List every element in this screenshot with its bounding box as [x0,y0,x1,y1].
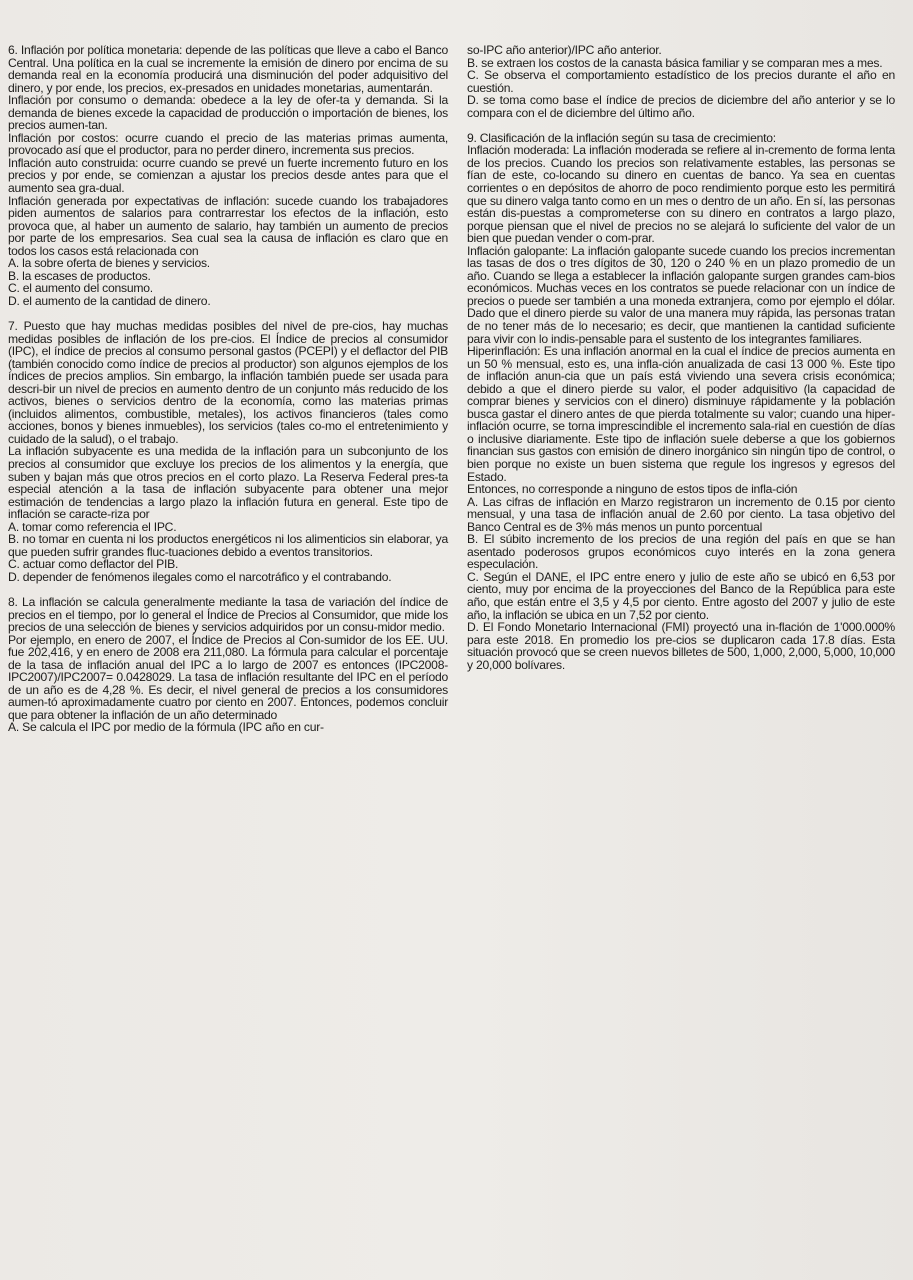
question-9-option-d: D. El Fondo Monetario Internacional (FMI) proyectó una in-flación de 1'000.000% para este 2018. En promedio los pre-cios se duplicaron cada 17.8 días. Esta situación provocó que se creen nuevos billetes de 500, 1,000, 2,000, 5,000, 10,000 y 20,000 bolívares. [467,620,895,672]
question-7-core-inflation: La inflación subyacente es una medida de la inflación para un subconjunto de los precios al consumidor que excluye los precios de los alimentos y la energía, que suben y bajan más que otros precios en el corto plazo. La Reserva Federal pres-ta especial atención a la tasa de inflación subyacente para obtener una mejor estimación de tendencias a largo plazo la inflación futura en general. Este tipo de inflación se caracte-riza por [8,444,448,522]
question-8-example: Por ejemplo, en enero de 2007, el Índice de Precios al Con-sumidor de los EE. UU. fue 202,416, y en enero de 2008 era 211,080. La fórmula para calcular el porcentaje de la tasa de inflación anual del IPC a lo largo de 2007 es entonces (IPC2008-IPC2007)/IPC2007= 0.0428029. La tasa de inflación resultante del IPC en el período de un año es de 4,28 %. Es decir, el nivel general de precios a los consumidores aumen-tó aproximadamente cuatro por ciento en 2007. Entonces, podemos concluir que para obtener la inflación de un año determinado [8,632,448,722]
question-8-option-a-continued: so-IPC año anterior)/IPC año anterior. [467,43,662,57]
question-7-option-c: C. actuar como deflactor del PIB. [8,557,179,572]
question-9-option-b: B. El súbito incremento de los precios de una región del país en que se han asentado poderosos grupos económicos cuyo interés en la zona genera especulación. [467,532,895,572]
question-7-option-a: A. tomar como referencia el IPC. [8,519,177,534]
question-8-intro: 8. La inflación se calcula generalmente mediante la tasa de variación del índice de precios en el tiempo, por lo general el Índice de Precios al Consumidor, que mide los precios de una selección de bienes y servicios adquiridos por un consu-midor medio. [8,594,448,635]
question-6-expectations-inflation: Inflación generada por expectativas de inflación: sucede cuando los trabajadores piden aumentos de salarios para contrarrestar los efectos de la inflación, esto provoca que, al haber un aumento de salario, hay también un aumento de precios por parte de los empresarios. Sea cual sea la causa de inflación es claro que en todos los casos está relacionada con [8,193,448,258]
question-6-consumption-inflation: Inflación por consumo o demanda: obedece a la ley de ofer-ta y demanda. Si la demanda de bienes excede la capacidad de producción o importación de bienes, los precios aumen-tan. [8,93,448,133]
question-9-option-a: A. Las cifras de inflación en Marzo registraron un incremento de 0.15 por ciento mensual, y una tasa de inflación anual de 2.60 por ciento. La tasa objetivo del Banco Central es de 3% más menos un punto porcentual [467,494,895,534]
question-6-option-b: B. la escases de productos. [8,268,151,283]
right-column [467,44,895,671]
question-8-option-b: B. se extraen los costos de la canasta básica familiar y se comparan mes a mes. [467,55,883,70]
question-9-hyperinflation: Hiperinflación: Es una inflación anormal en la cual el índice de precios aumenta en un 50 % mensual, esto es, una infla-ción anualizada de casi 13 000 %. Este tipo de inflación anun-cia que un país está viviendo una severa crisis económica; debido a que el dinero pierde su valor, el poder adquisitivo (la capacidad de comprar bienes y servicios con el dinero) disminuye rápidamente y la población busca gastar el dinero antes de que pierda totalmente su valor; cuando una hiper-inflación ocurre, se torna imprescindible el incremento sala-rial en cuestión de días o inclusive diariamente. Este tipo de inflación suele deberse a que los gobiernos financian sus gastos con emisión de dinero inorgánico sin ningún tipo de control, o bien porque no existe un buen sistema que regule los ingresos y egresos del Estado. [467,344,895,484]
question-6-option-a: A. la sobre oferta de bienes y servicios. [8,256,210,271]
left-column [8,44,448,734]
question-7-option-b: B. no tomar en cuenta ni los productos energéticos ni los alimenticios sin elaborar, ya que pueden sufrir grandes fluc-tuaciones debido a eventos transitorios. [8,532,448,559]
question-7-intro: 7. Puesto que hay muchas medidas posibles del nivel de pre-cios, hay muchas medidas posibles de inflación de los pre-cios. El Índice de precios al consumidor (IPC), el índice de precios al consumo personal gastos (PCEPI) y el deflactor del PIB (también conocido como índice de precios al productor) son algunos ejemplos de los índices de precios amplios. Sin embargo, la inflación también puede ser usada para descri-bir un nivel de precios en aumento dentro de un conjunto más reducido de los activos, bienes o servicios dentro de la economía, como las materias primas (incluidos alimentos, combustible, metales), los activos financieros (tales como acciones, bonos y bienes inmuebles), los servicios (tales co-mo el entretenimiento y cuidado de la salud), o el trabajo. [8,318,448,446]
question-9-galloping-inflation: Inflación galopante: La inflación galopante sucede cuando los precios incrementan las tasas de dos o tres dígitos de 30, 120 o 240 % en un plazo promedio de un año. Cuando se llega a establecer la inflación galopante surgen grandes cam-bios económicos. Muchas veces en los contratos se puede relacionar con un índice de precios o puede ser también a una moneda extranjera, como por ejemplo el dólar. Dado que el dinero pierde su valor de una manera muy rápida, las personas tratan de no tener más de lo necesario; es decir, que mantienen la cantidad suficiente para vivir con lo indis-pensable para el sustento de los integrantes familiares. [467,243,895,346]
question-6-option-d: D. el aumento de la cantidad de dinero. [8,293,211,308]
question-6-cost-inflation: Inflación por costos: ocurre cuando el precio de las materias primas aumenta, provocado así que el productor, para no perder dinero, incrementa sus precios. [8,130,448,158]
question-7-option-d: D. depender de fenómenos ilegales como el narcotráfico y el contrabando. [8,569,392,584]
question-8-option-c: C. Se observa el comportamiento estadístico de los precios durante el año en cuestión. [467,68,895,95]
question-9-question: Entonces, no corresponde a ninguno de estos tipos de infla-ción [467,482,798,497]
question-8-option-a: A. Se calcula el IPC por medio de la fórmula (IPC año en cur- [8,720,324,735]
question-6-option-c: C. el aumento del consumo. [8,281,153,296]
question-6-intro: 6. Inflación por política monetaria: depende de las políticas que lleve a cabo el Banco Central. Una política en la cual se incremente la emisión de dinero por encima de su demanda real en la economía producirá una disminución del poder adquisitivo del dinero, y por ende, los precios, ex-presados en unidades monetarias, aumentarán. [8,43,448,95]
question-9-option-c: C. Según el DANE, el IPC entre enero y julio de este año se ubicó en 6,53 por ciento, muy por encima de la proyecciones del Banco de la República para este año, que están entre el 3,5 y 4,5 por ciento. Entre agosto del 2007 y julio de este año, la inflación se ubica en un 7,52 por ciento. [467,569,895,622]
question-9-title: 9. Clasificación de la inflación según su tasa de crecimiento: [467,130,776,145]
question-9-moderate-inflation: Inflación moderada: La inflación moderada se refiere al in-cremento de forma lenta de los precios. Cuando los precios son relativamente estables, las personas se fían de este, co-locando su dinero en cuentas de banco. Ya sea en cuentas corrientes o en depósitos de ahorro de poco rendimiento porque esto les permitirá que su dinero valga tanto como en un mes o dentro de un año. En sí, las personas están dis-puestas a comprometerse con su dinero en contratos a largo plazo, porque piensan que el nivel de precios no se alejará lo suficiente del valor de un bien que puedan vender o com-prar. [467,143,895,246]
spacer [467,119,895,132]
question-8-option-d: D. se toma como base el índice de precios de diciembre del año anterior y se lo compara con el de diciembre del último año. [467,93,895,120]
question-6-self-built-inflation: Inflación auto construida: ocurre cuando se prevé un fuerte incremento futuro en los precios y por ende, se comienzan a ajustar los precios desde antes para que el aumento sea gra-dual. [8,155,448,196]
